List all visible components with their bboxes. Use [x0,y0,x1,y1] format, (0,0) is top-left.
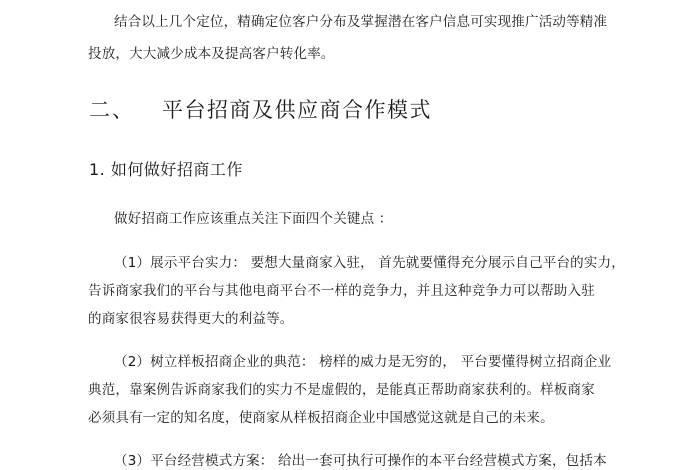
intro-paragraph-line-1: 结合以上几个定位，精确定位客户分布及掌握潜在客户信息可实现推广活动等精准 [114,14,608,30]
item-1-line-1: （1）展示平台实力： 要想大量商家入驻， 首先就要懂得充分展示自己平台的实力， [114,255,625,271]
item-2-line-1: （2）树立样板招商企业的典范： 榜样的威力是无穷的， 平台要懂得树立招商企业 [114,354,612,370]
subsection-title: 1. 如何做好招商工作 [89,160,243,179]
lead-sentence: 做好招商工作应该重点关注下面四个关键点 ： [114,211,393,227]
item-3-line-1: （3）平台经营模式方案： 给出一套可执行可操作的本平台经营模式方案，包括本 [114,453,607,469]
item-1-line-3: 的商家很容易获得更大的利益等。 [88,311,294,327]
item-2-line-3: 必须具有一定的知名度，使商家从样板招商企业中国感觉这就是自己的未来。 [88,410,554,426]
section-number: 二、 [89,98,135,122]
item-1-line-2: 告诉商家我们的平台与其他电商平台不一样的竞争力，并且这种竞争力可以帮助入驻 [88,283,595,299]
section-title: 平台招商及供应商合作模式 [162,98,432,122]
intro-paragraph-line-2: 投放，大大减少成本及提高客户转化率。 [88,46,335,62]
item-2-line-2: 典范，靠案例告诉商家我们的实力不是虚假的，是能真正帮助商家获利的。样板商家 [88,382,595,398]
